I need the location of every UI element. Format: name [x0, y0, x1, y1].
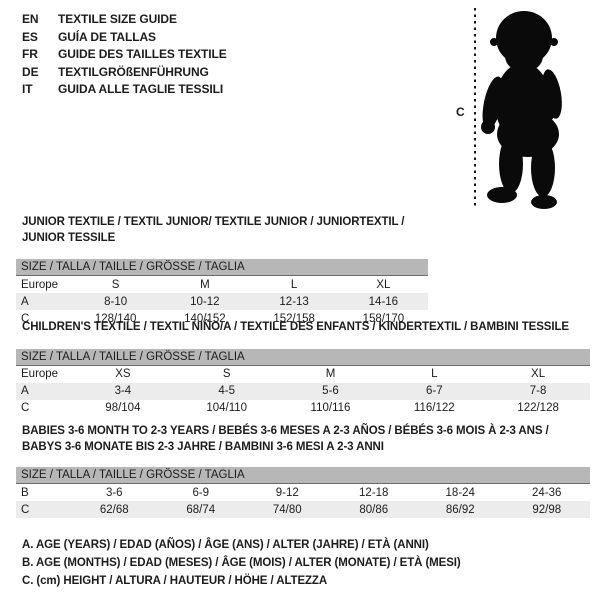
- size-cell: 116/122: [413, 402, 455, 414]
- row-label: A: [21, 385, 29, 397]
- language-row: [22, 46, 227, 64]
- size-cell: S: [222, 368, 231, 380]
- size-cell: 24-36: [532, 486, 562, 499]
- size-header-bar: SIZE / TALLA / TAILLE / GRÖSSE / TAGLIA: [16, 467, 590, 484]
- size-cell: S: [111, 278, 120, 291]
- language-code: DE: [22, 64, 39, 79]
- size-cell: 18-24: [445, 486, 475, 499]
- size-cell: 62/68: [99, 503, 129, 516]
- size-cell: 122/128: [517, 402, 559, 414]
- junior-table-title: JUNIOR TEXTILE / TEXTIL JUNIOR/ TEXTILE JUNIOR / JUNIORTEXTIL / JUNIOR TESSILE: [22, 216, 405, 244]
- language-label: TEXTILGRÖßENFÜHRUNG: [58, 64, 209, 79]
- table-row: [16, 383, 590, 400]
- junior-size-section: [16, 215, 428, 327]
- babies-table-title: [22, 424, 590, 455]
- babies-size-section: [16, 424, 590, 518]
- height-measure-dashed-line: [474, 8, 476, 209]
- children-size-table: [16, 366, 590, 417]
- size-cell: XS: [115, 368, 131, 380]
- size-cell: 80/86: [359, 503, 389, 516]
- table-row: [16, 366, 590, 383]
- babies-size-table: [16, 484, 590, 518]
- language-label: GUIDA ALLE TAGLIE TESSILI: [58, 82, 224, 96]
- table-row: [16, 293, 428, 310]
- size-cell: M: [325, 368, 336, 380]
- table-row: [16, 276, 428, 293]
- height-c-label: C: [456, 105, 465, 119]
- size-cell: 104/110: [206, 402, 248, 414]
- table-row: [16, 400, 590, 417]
- row-label: B: [21, 486, 29, 499]
- language-title-list: [22, 11, 227, 99]
- language-code: EN: [22, 12, 39, 26]
- language-code: IT: [22, 82, 33, 96]
- row-label: A: [21, 295, 29, 308]
- note-age-years: A. AGE (YEARS) / EDAD (AÑOS) / ÂGE (ANS) / ALTER (JAHRE) / ETÀ (ANNI): [22, 539, 429, 551]
- size-cell: 140/152: [184, 312, 226, 325]
- size-cell: 158/170: [362, 312, 405, 325]
- language-code: FR: [22, 47, 38, 61]
- size-cell: XL: [376, 278, 391, 291]
- size-cell: 7-8: [529, 385, 547, 397]
- size-cell: 6-7: [425, 385, 443, 397]
- row-label: Europe: [21, 278, 59, 291]
- size-cell: M: [200, 278, 210, 291]
- size-cell: 128/140: [94, 312, 137, 325]
- size-cell: 74/80: [272, 503, 302, 516]
- table-row: [16, 501, 590, 518]
- size-cell: 92/98: [532, 503, 562, 516]
- size-cell: 68/74: [186, 503, 216, 516]
- note-age-months: B. AGE (MONTHS) / EDAD (MESES) / ÂGE (MOIS) / ALTER (MONATE) / ETÀ (MESI): [22, 557, 461, 569]
- language-code: ES: [22, 29, 38, 44]
- language-label: GUIDE DES TAILLES TEXTILE: [58, 47, 227, 61]
- size-cell: XL: [531, 368, 546, 380]
- language-label: GUÍA DE TALLAS: [58, 29, 156, 44]
- language-row: [22, 64, 227, 82]
- children-table-title: CHILDREN'S TEXTILE / TEXTIL NIÑO/A / TEXTILE DES ENFANTS / KINDERTEXTIL / BAMBINI TESSILE: [22, 321, 569, 333]
- size-header-bar: SIZE / TALLA / TAILLE / GRÖSSE / TAGLIA: [16, 259, 428, 276]
- table-row: [16, 484, 590, 501]
- size-cell: 3-6: [105, 486, 123, 499]
- size-cell: 8-10: [104, 295, 128, 308]
- row-label: C: [21, 402, 30, 414]
- size-cell: 14-16: [368, 295, 399, 308]
- size-cell: 4-5: [218, 385, 235, 397]
- row-label: C: [21, 312, 30, 325]
- size-cell: L: [290, 278, 298, 291]
- size-cell: 3-4: [114, 385, 132, 397]
- size-cell: 5-6: [322, 385, 339, 397]
- child-silhouette: [479, 8, 575, 210]
- size-cell: 12-18: [359, 486, 389, 499]
- babies-title-line2: BABYS 3-6 MONATE BIS 2-3 JAHRE / BAMBINI 3-6 MESI A 2-3 ANNI: [22, 440, 384, 453]
- note-height-cm: C. (cm) HEIGHT / ALTURA / HAUTEUR / HÖHE / ALTEZZA: [22, 575, 328, 587]
- row-label: C: [21, 503, 30, 516]
- children-size-section: [16, 320, 590, 417]
- size-cell: 98/104: [105, 402, 141, 414]
- language-row: [22, 11, 227, 29]
- babies-title-line1: BABIES 3-6 MONTH TO 2-3 YEARS / BEBÉS 3-6 MESES A 2-3 AÑOS / BÉBÉS 3-6 MOIS À 2-3 ANS /: [22, 425, 549, 437]
- row-label: Europe: [21, 368, 59, 380]
- language-row: [22, 81, 227, 99]
- size-cell: 9-12: [275, 486, 299, 499]
- size-cell: 110/116: [310, 402, 351, 414]
- size-cell: L: [431, 368, 438, 380]
- language-row: [22, 29, 227, 47]
- size-cell: 152/158: [273, 312, 315, 325]
- size-header-bar: SIZE / TALLA / TAILLE / GRÖSSE / TAGLIA: [16, 349, 590, 366]
- size-cell: 86/92: [445, 503, 475, 516]
- size-cell: 12-13: [279, 295, 309, 308]
- size-cell: 6-9: [192, 486, 210, 499]
- language-label: TEXTILE SIZE GUIDE: [58, 12, 177, 26]
- size-cell: 10-12: [190, 295, 220, 308]
- legend-footnotes: [22, 536, 461, 590]
